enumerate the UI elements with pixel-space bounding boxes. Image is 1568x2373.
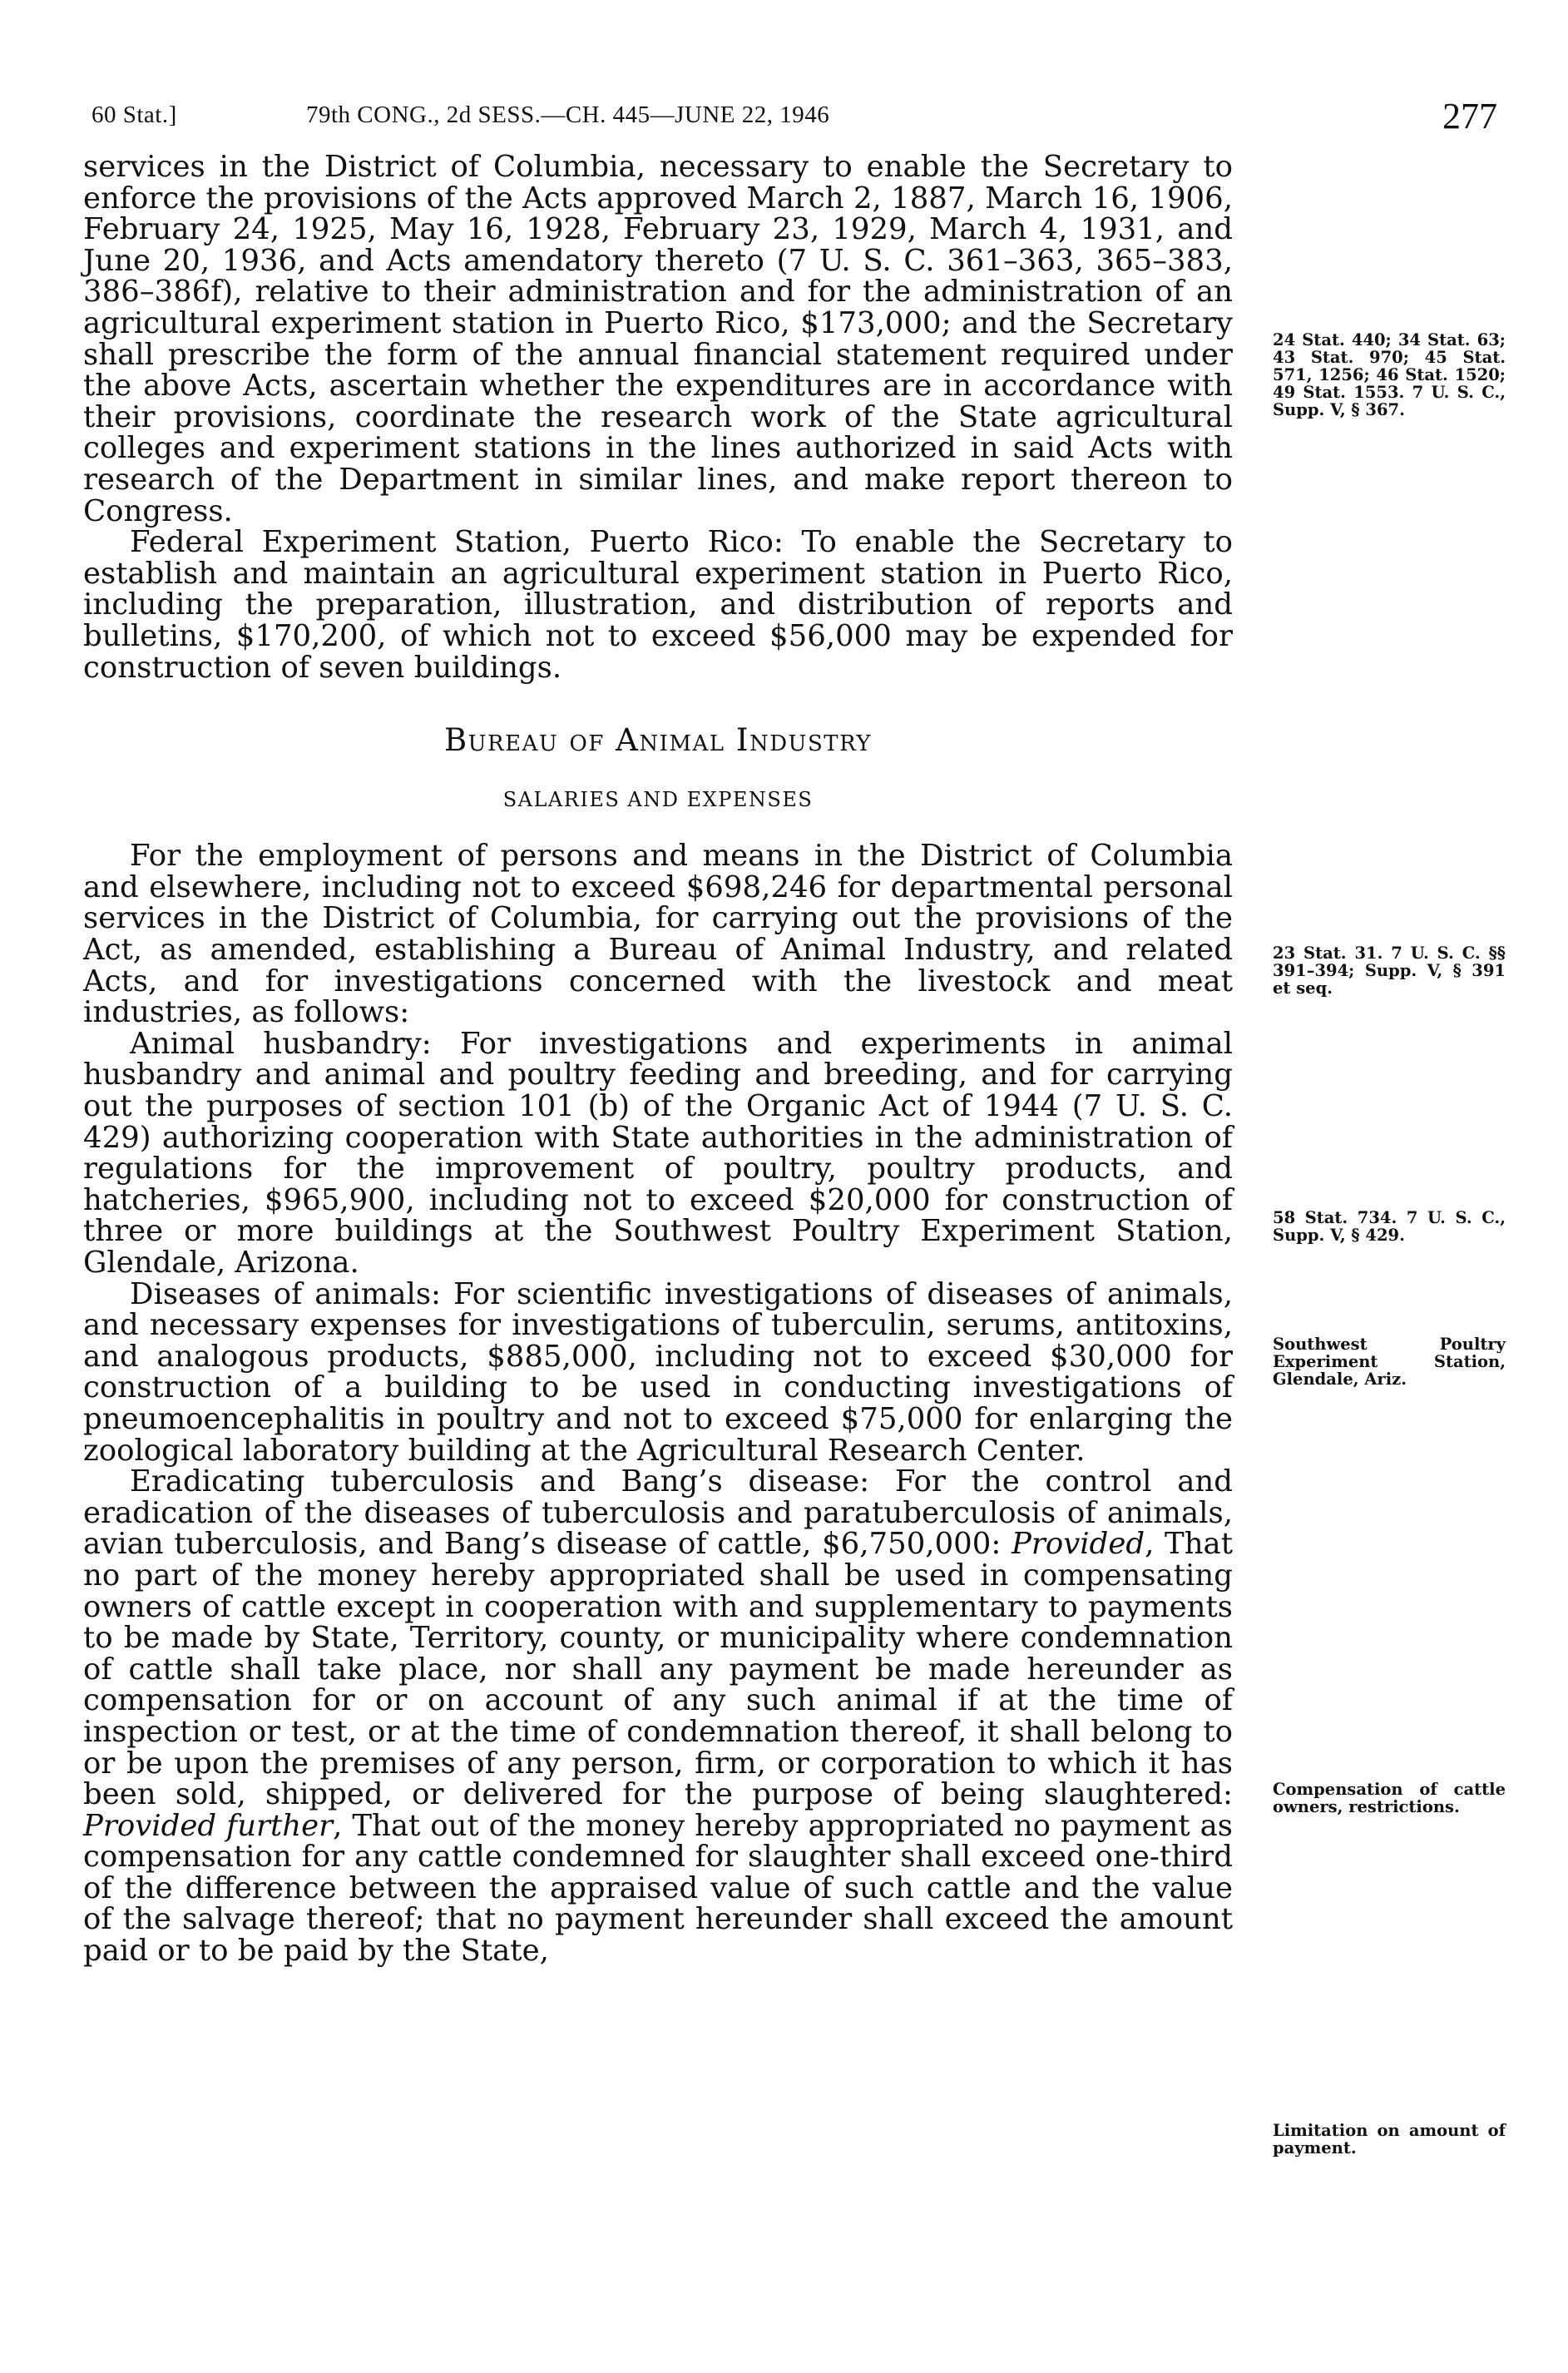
statute-volume-ref: 60 Stat.] — [92, 102, 177, 128]
margin-note-stat-citations: 24 Stat. 440; 34 Stat. 63; 43 Stat. 970; 45 Stat. 571, 1256; 46 Stat. 1520; 49 Stat. 1553. 7 U. S. C., Supp. V, § 367. — [1273, 330, 1506, 419]
body-text — [83, 151, 1233, 1967]
section-subtitle: SALARIES AND EXPENSES — [502, 787, 814, 811]
provided-further-proviso: Provided further — [83, 1808, 334, 1843]
paragraph-puerto-rico-station: Federal Experiment Station, Puerto Rico: To enable the Secretary to establish and maintain an agricultural experiment station in Puerto Rico, including the preparation, illustration, and distribution of reports and bulletins, $170,200, of which not to exceed $56,000 may be expended for construction of seven buildings. — [83, 525, 1233, 685]
paragraph-animal-husbandry: Animal husbandry: For investigations and experiments in animal husbandry and animal and poultry feeding and breeding, and for carrying out the purposes of section 101 (b) of the Organic Act of 1944 (7 U. S. C. 429) authorizing cooperation with State authorities in the administration of regulations for the improvement of poultry, poultry products, and hatcheries, $965,900, including not to exceed $20,000 for construction of three or more buildings at the Southwest Poultry Experiment Station, Glendale, Arizona. — [83, 1026, 1233, 1280]
paragraph-employment: For the employment of persons and means in the District of Columbia and elsewhere, including not to exceed $698,246 for departmental personal services in the District of Columbia, for carrying out the provisions of the Act, as amended, establishing a Bureau of Animal Industry, and related Acts, and for investigations concerned with the livestock and meat industries, as follows: — [83, 839, 1233, 1030]
page-number: 277 — [1442, 96, 1497, 136]
margin-note-compensation: Compensation of cattle owners, restrictions. — [1273, 1780, 1506, 1816]
eradicating-proviso-text: , That no part of the money hereby appropriated shall be used in compensating owners of cattle except in cooperation with and supplementary to payments to be made by State, Territory, county, or municipality where condemnation of cattle shall take place, nor shall any payment be made hereunder as compensation for or on account of any such animal if at the time of inspection or test, or at the time of condemnation thereof, it shall belong to or be upon the premises of any person, firm, or corporation to which it has been sold, shipped, or delivered for the purpose of being slaughtered: — [83, 1527, 1233, 1812]
page-header — [92, 95, 1497, 145]
margin-note-southwest-poultry: Southwest Poultry Experiment Station, Glendale, Ariz. — [1273, 1335, 1506, 1389]
paragraph-continued: services in the District of Columbia, necessary to enable the Secretary to enforce the provisions of the Acts approved March 2, 1887, March 16, 1906, February 24, 1925, May 16, 1928, February 23, 1929, March 4, 1931, and June 20, 1936, and Acts amendatory thereto (7 U. S. C. 361–363, 365–383, 386–386f), relative to their administration and for the administration of an agricultural experiment station in Puerto Rico, $173,000; and the Secretary shall prescribe the form of the annual financial statement required under the above Acts, ascertain whether the expenditures are in accordance with their provisions, coordinate the research work of the State agricultural colleges and experiment stations in the lines authorized in said Acts with research of the Department in similar lines, and make report thereon to Congress. — [83, 150, 1233, 528]
margin-note-limitation: Limitation on amount of payment. — [1273, 2121, 1506, 2157]
provided-proviso: Provided — [1011, 1527, 1145, 1562]
paragraph-diseases-of-animals: Diseases of animals: For scientific investigations of diseases of animals, and necessary expenses for investigations of tuberculin, serums, antitoxins, and analogous products, $885,000, including not to exceed $30,000 for construction of a building to be used in conducting investigations of pneumoencephalitis in poultry and not to exceed $75,000 for enlarging the zoological laboratory building at the Agricultural Research Center. — [83, 1276, 1233, 1468]
congress-session-chapter: 79th CONG., 2d SESS.—CH. 445—JUNE 22, 1946 — [306, 102, 830, 128]
margin-note-bureau-citation: 23 Stat. 31. 7 U. S. C. §§ 391–394; Supp. V, § 391 et seq. — [1273, 944, 1506, 998]
margin-note-organic-act-citation: 58 Stat. 734. 7 U. S. C., Supp. V, § 429. — [1273, 1208, 1506, 1245]
eradicating-further-text: , That out of the money hereby appropriated no payment as compensation for any cattle condemned for slaughter shall exceed one-third of the difference between the appraised value of such cattle and the value of the salvage thereof; that no payment hereunder shall exceed the amount paid or to be paid by the State, — [83, 1808, 1233, 1969]
section-title: Bureau of Animal Industry — [443, 722, 873, 759]
paragraph-eradicating-tuberculosis — [83, 1466, 1233, 1967]
eradicating-intro: Eradicating tuberculosis and Bang’s disease: For the control and eradication of the diseases of tuberculosis and paratuberculosis of animals, avian tuberculosis, and Bang’s disease of cattle, $6,750,000: — [83, 1464, 1233, 1562]
